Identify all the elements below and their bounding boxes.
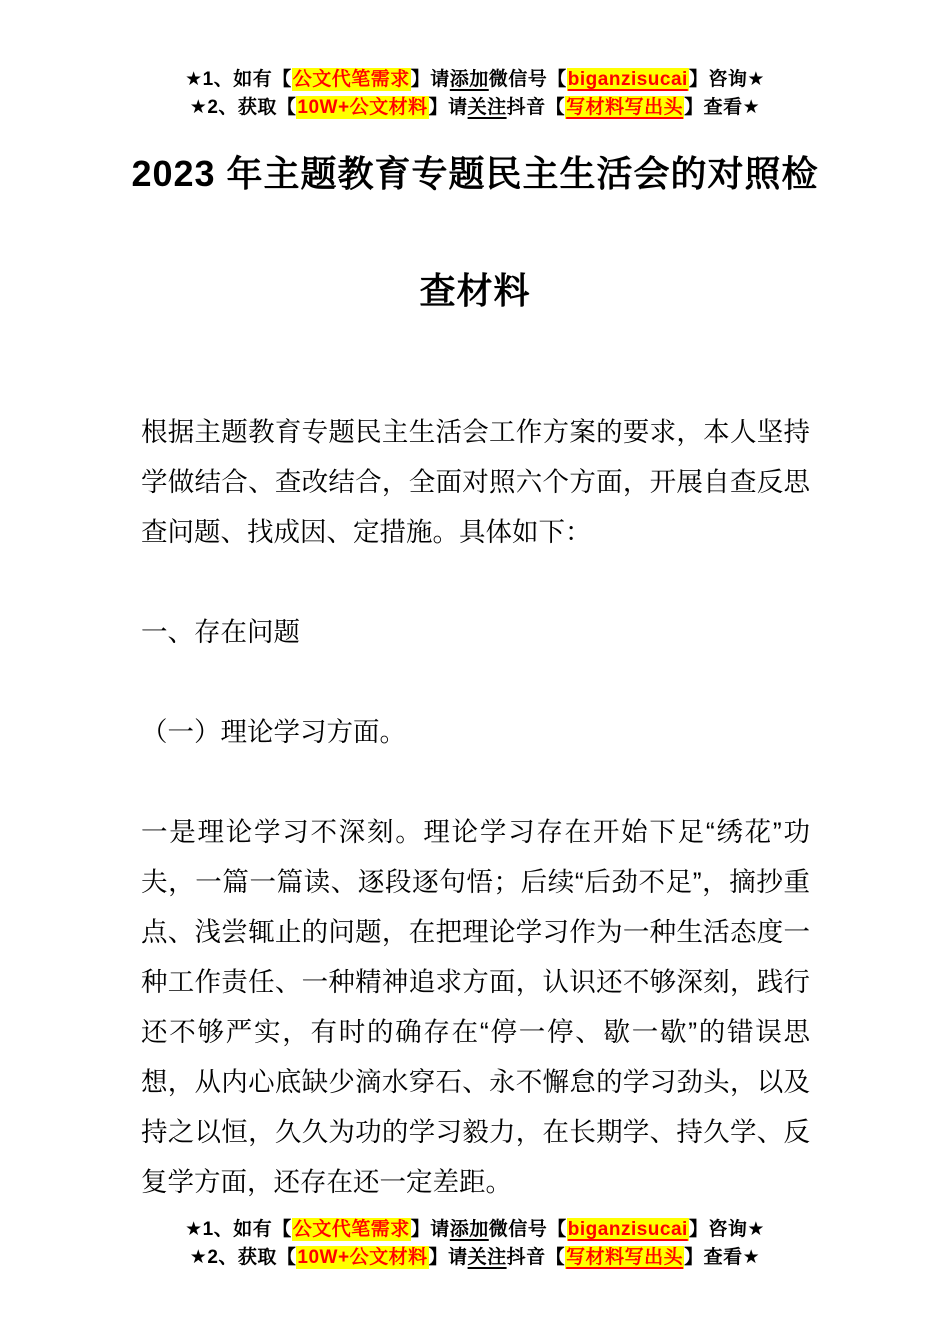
promo2-douyin-name: 写材料写出头 bbox=[566, 1247, 684, 1268]
promo2-douyin-name: 写材料写出头 bbox=[566, 97, 684, 118]
promo1-underline-add: 添加 bbox=[449, 1219, 489, 1240]
promo1-after-highlight: 】请 bbox=[410, 1219, 450, 1240]
promo-line-1 bbox=[0, 1216, 950, 1244]
promo1-highlight-service: 公文代笔需求 bbox=[292, 69, 410, 90]
document-body bbox=[141, 407, 810, 1257]
promo1-suffix: 】咨询★ bbox=[688, 1219, 765, 1240]
intro-paragraph: 根据主题教育专题民主生活会工作方案的要求，本人坚持学做结合、查改结合，全面对照六个方面，开展自查反思查问题、找成因、定措施。具体如下： bbox=[141, 417, 810, 547]
promo2-suffix: 】查看★ bbox=[684, 1247, 761, 1268]
promo2-highlight-materials: 10W+公文材料 bbox=[297, 1247, 428, 1268]
promo1-wechat-id: biganzisucai bbox=[567, 69, 688, 90]
promo2-underline-follow: 关注 bbox=[467, 1247, 507, 1268]
promo-line-1 bbox=[0, 66, 950, 94]
promo2-underline-follow: 关注 bbox=[467, 97, 507, 118]
promo1-middle: 微信号【 bbox=[488, 1219, 567, 1240]
promo1-underline-add: 添加 bbox=[449, 69, 489, 90]
promo1-after-highlight: 】请 bbox=[410, 69, 450, 90]
promo2-prefix: ★2、获取【 bbox=[189, 97, 297, 118]
promo2-middle: 抖音【 bbox=[506, 97, 566, 118]
promo1-wechat-id: biganzisucai bbox=[567, 1219, 688, 1240]
promo2-middle: 抖音【 bbox=[506, 1247, 566, 1268]
promo-line-2 bbox=[0, 1244, 950, 1272]
promo-header bbox=[0, 66, 950, 122]
section-heading-1: 一、存在问题 bbox=[141, 617, 300, 647]
promo-footer bbox=[0, 1216, 950, 1272]
promo1-prefix: ★1、如有【 bbox=[185, 1219, 292, 1240]
subsection-heading-1: （一）理论学习方面。 bbox=[141, 717, 406, 747]
document-title bbox=[0, 115, 950, 349]
promo1-suffix: 】咨询★ bbox=[688, 69, 765, 90]
promo1-highlight-service: 公文代笔需求 bbox=[292, 1219, 410, 1240]
promo2-prefix: ★2、获取【 bbox=[189, 1247, 297, 1268]
promo1-prefix: ★1、如有【 bbox=[185, 69, 292, 90]
promo2-after-highlight: 】请 bbox=[428, 1247, 468, 1268]
promo2-after-highlight: 】请 bbox=[428, 97, 468, 118]
promo1-middle: 微信号【 bbox=[488, 69, 567, 90]
title-line-1: 2023 年主题教育专题民主生活会的对照检 bbox=[131, 153, 819, 194]
promo2-highlight-materials: 10W+公文材料 bbox=[297, 97, 428, 118]
title-line-2: 查材料 bbox=[419, 270, 531, 311]
issue-paragraph-1: 一是理论学习不深刻。理论学习存在开始下足“绣花”功夫，一篇一篇读、逐段逐句悟；后续“后劲不足”，摘抄重点、浅尝辄止的问题，在把理论学习作为一种生活态度一种工作责任、一种精神追求方面，认识还不够深刻，践行还不够严实，有时的确存在“停一停、歇一歇”的错误思想，从内心底缺少滴水穿石、永不懈怠的学习劲头，以及持之以恒，久久为功的学习毅力，在长期学、持久学、反复学方面，还存在还一定差距。 bbox=[141, 817, 810, 1197]
promo2-suffix: 】查看★ bbox=[684, 97, 761, 118]
